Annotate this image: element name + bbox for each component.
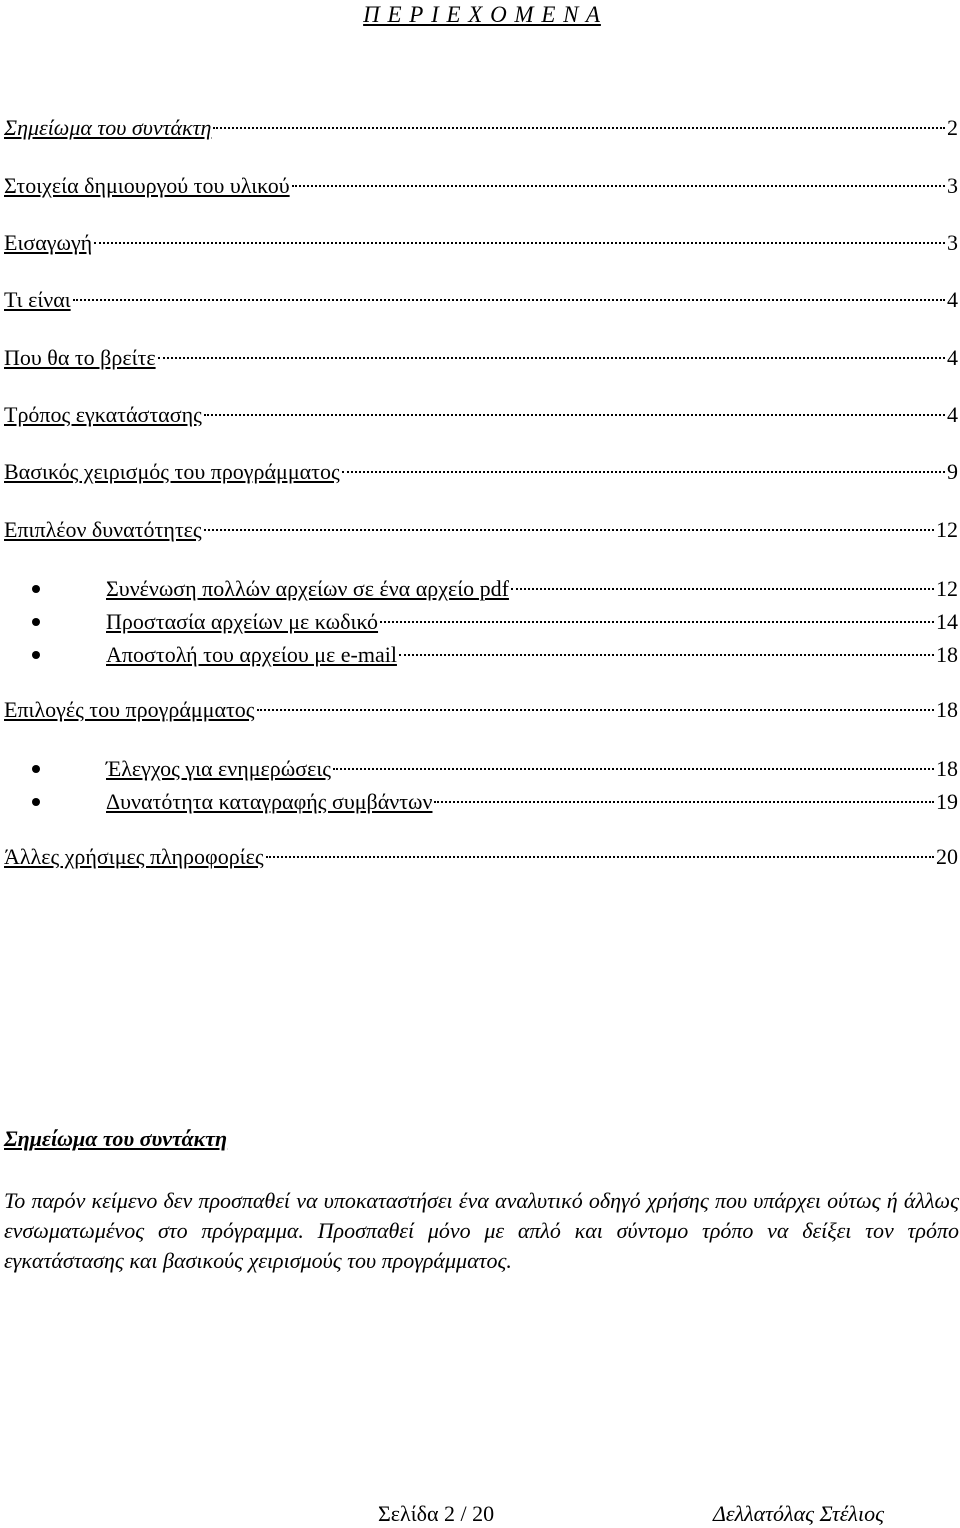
toc-leader-dots xyxy=(204,414,945,416)
toc-entry-extra-features[interactable] xyxy=(4,516,958,544)
toc-entry-program-options[interactable] xyxy=(4,696,958,724)
bullet-icon xyxy=(32,765,40,773)
toc-leader-dots xyxy=(342,471,945,473)
bullet-icon xyxy=(32,651,40,659)
toc-leader-dots xyxy=(380,621,934,623)
footer-page-number: Σελίδα 2 / 20 xyxy=(378,1501,495,1526)
toc-title: Π Ε Ρ Ι Ε Χ Ο Μ Ε Ν Α xyxy=(363,2,601,27)
toc-entry-label: Εισαγωγή xyxy=(4,230,93,255)
toc-leader-dots xyxy=(399,654,934,656)
toc-leader-dots xyxy=(333,768,934,770)
toc-leader-dots xyxy=(158,357,945,359)
toc-entry-event-logging[interactable] xyxy=(106,788,958,816)
toc-entry-label: Επιπλέον δυνατότητες xyxy=(4,517,202,542)
toc-entry-basic-usage[interactable] xyxy=(4,458,958,486)
toc-entry-page: 4 xyxy=(947,345,958,370)
toc-entry-creator-info[interactable] xyxy=(4,172,958,200)
toc-entry-check-updates[interactable] xyxy=(106,755,958,783)
bullet-icon xyxy=(32,618,40,626)
toc-entry-page: 3 xyxy=(947,230,958,255)
toc-entry-page: 18 xyxy=(936,756,958,781)
toc-entry-label: Έλεγχος για ενημερώσεις xyxy=(106,756,331,781)
toc-entry-introduction[interactable] xyxy=(4,229,958,257)
toc-leader-dots xyxy=(292,185,945,187)
toc-entry-page: 20 xyxy=(936,844,958,869)
toc-entry-label: Προστασία αρχείων με κωδικό xyxy=(106,609,379,634)
toc-entry-what-is[interactable] xyxy=(4,286,958,314)
toc-entry-other-info[interactable] xyxy=(4,843,958,871)
toc-leader-dots xyxy=(73,299,945,301)
toc-entry-page: 2 xyxy=(947,115,958,140)
toc-entry-label: Τρόπος εγκατάστασης xyxy=(4,402,202,427)
toc-entry-label: Επιλογές του προγράμματος xyxy=(4,697,255,722)
toc-entry-page: 3 xyxy=(947,173,958,198)
toc-entry-label: Σημείωμα του συντάκτη xyxy=(4,115,212,140)
toc-entry-page: 14 xyxy=(936,609,958,634)
bullet-icon xyxy=(32,798,40,806)
toc-entry-label: Άλλες χρήσιμες πληροφορίες xyxy=(4,844,264,869)
toc-entry-page: 12 xyxy=(936,517,958,542)
toc-leader-dots xyxy=(266,856,934,858)
toc-leader-dots xyxy=(434,801,934,803)
toc-entry-page: 12 xyxy=(936,576,958,601)
toc-entry-label: Συνένωση πολλών αρχείων σε ένα αρχείο pdf xyxy=(106,576,509,601)
toc-entry-label: Αποστολή του αρχείου με e-mail xyxy=(106,642,397,667)
toc-entry-page: 4 xyxy=(947,402,958,427)
editor-note-heading: Σημείωμα του συντάκτη xyxy=(4,1126,228,1151)
toc-entry-page: 18 xyxy=(936,642,958,667)
bullet-icon xyxy=(32,585,40,593)
toc-entry-label: Που θα το βρείτε xyxy=(4,345,156,370)
toc-entry-send-email[interactable] xyxy=(106,641,958,669)
editor-note-body: Το παρόν κείμενο δεν προσπαθεί να υποκαταστήσει ένα αναλυτικό οδηγό χρήσης που υπάρχει ούτως ή άλλως ενσωματωμένος στο πρόγραμμα. Προσπαθεί μόνο με απλό και σύντομο τρόπο να δείξει τον τρόπο εγκατάστασης και βασικούς χειρισμούς του προγράμματος. xyxy=(4,1188,959,1273)
toc-leader-dots xyxy=(213,127,945,129)
toc-entry-page: 9 xyxy=(947,459,958,484)
toc-leader-dots xyxy=(511,588,934,590)
toc-entry-label: Στοιχεία δημιουργού του υλικού xyxy=(4,173,290,198)
footer-author: Δελλατόλας Στέλιος xyxy=(713,1501,884,1526)
toc-entry-label: Τι είναι xyxy=(4,287,71,312)
toc-leader-dots xyxy=(257,709,934,711)
toc-entry-label: Δυνατότητα καταγραφής συμβάντων xyxy=(106,789,433,814)
toc-entry-installation[interactable] xyxy=(4,401,958,429)
toc-leader-dots xyxy=(94,242,945,244)
toc-entry-label: Βασικός χειρισμός του προγράμματος xyxy=(4,459,340,484)
toc-entry-page: 4 xyxy=(947,287,958,312)
toc-entry-where-to-find[interactable] xyxy=(4,344,958,372)
toc-entry-page: 19 xyxy=(936,789,958,814)
toc-entry-page: 18 xyxy=(936,697,958,722)
toc-entry-merge-files[interactable] xyxy=(106,575,958,603)
toc-leader-dots xyxy=(204,529,934,531)
toc-entry-editor-note[interactable] xyxy=(4,114,958,142)
toc-entry-password-protection[interactable] xyxy=(106,608,958,636)
